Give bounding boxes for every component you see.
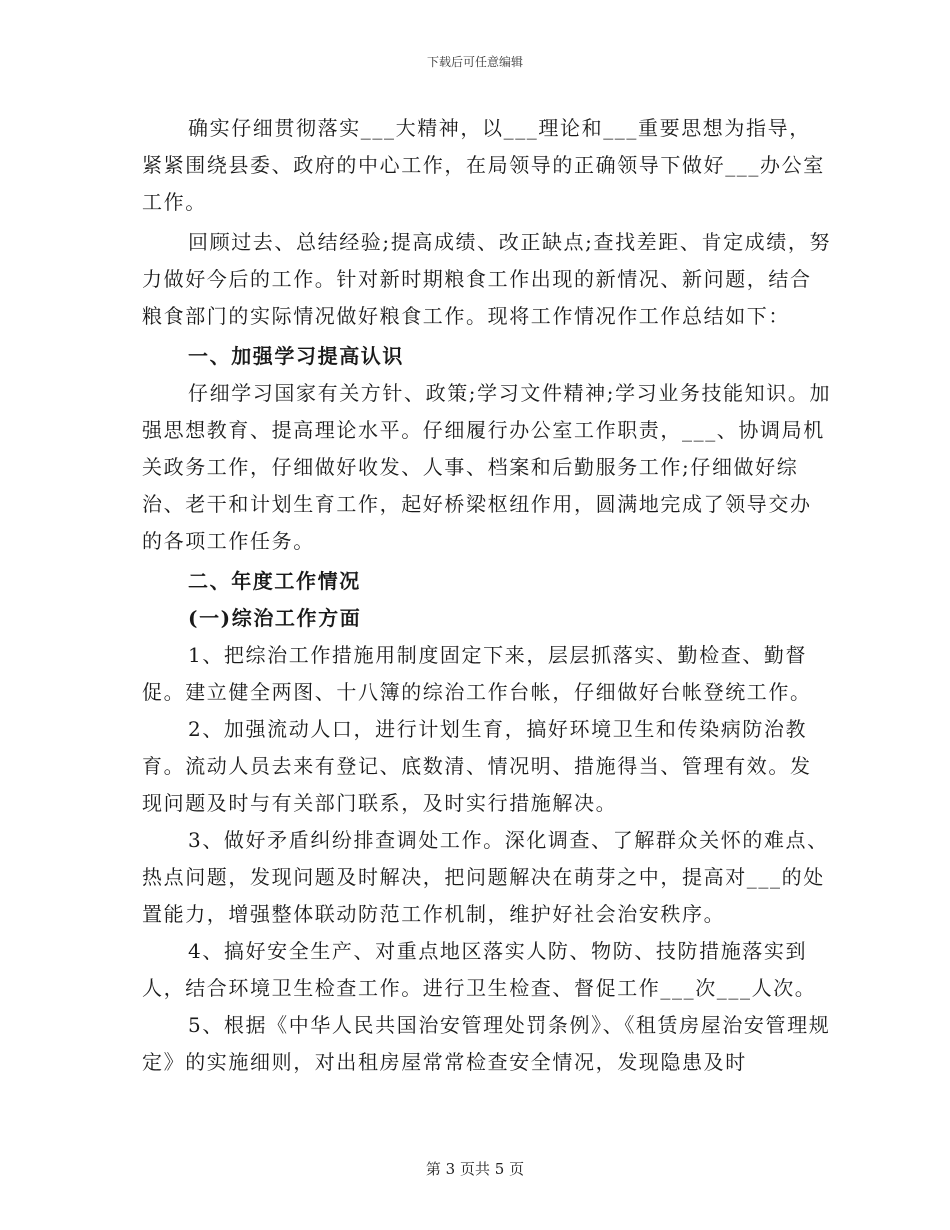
section-heading-study: 一、加强学习提高认识 [188, 344, 404, 368]
section-heading-annual-work: 二、年度工作情况 [188, 569, 361, 593]
paragraph-item-2: 2、加强流动人口，进行计划生育，搞好环境卫生和传染病防治教育。流动人员去来有登记、底数清、情况明、措施得当、管理有效。发现问题及时与有关部门联系，及时实行措施解决。 [142, 717, 812, 815]
subsection-heading-governance: (一)综治工作方面 [188, 606, 362, 630]
paragraph-review: 回顾过去、总结经验;提高成绩、改正缺点;查找差距、肯定成绩，努力做好今后的工作。针对新时期粮食工作出现的新情况、新问题，结合粮食部门的实际情况做好粮食工作。现将工作情况作工作总结如下： [142, 230, 832, 328]
paragraph-intro: 确实仔细贯彻落实___大精神，以___理论和___重要思想为指导，紧紧围绕县委、政府的中心工作，在局领导的正确领导下做好___办公室工作。 [142, 116, 825, 214]
paragraph-item-3: 3、做好矛盾纠纷排查调处工作。深化调查、了解群众关怀的难点、热点问题，发现问题及时解决，把问题解决在萌芽之中，提高对___的处置能力，增强整体联动防范工作机制，维护好社会治安秩序。 [142, 828, 829, 926]
page-header: 下载后可任意编辑 [426, 55, 523, 69]
document-body [142, 110, 832, 1081]
paragraph-study: 仔细学习国家有关方针、政策;学习文件精神;学习业务技能知识。加强思想教育、提高理论水平。仔细履行办公室工作职责，___、协调局机关政务工作，仔细做好收发、人事、档案和后勤服务工作;仔细做好综治、老干和计划生育工作，起好桥梁枢纽作用，圆满地完成了领导交办的各项工作任务。 [142, 381, 832, 553]
paragraph-item-4: 4、搞好安全生产、对重点地区落实人防、物防、技防措施落实到人，结合环境卫生检查工作。进行卫生检查、督促工作___次___人次。 [142, 939, 817, 1000]
page-footer: 第 3 页共 5 页 [425, 1160, 525, 1178]
paragraph-item-1: 1、把综治工作措施用制度固定下来，层层抓落实、勤检查、勤督促。建立健全两图、十八簿的综治工作台帐，仔细做好台帐登统工作。 [142, 643, 812, 704]
paragraph-item-5: 5、根据《中华人民共国治安管理处罚条例》、《租赁房屋治安管理规定》的实施细则，对出租房屋常常检查安全情况，发现隐患及时 [142, 1013, 831, 1074]
